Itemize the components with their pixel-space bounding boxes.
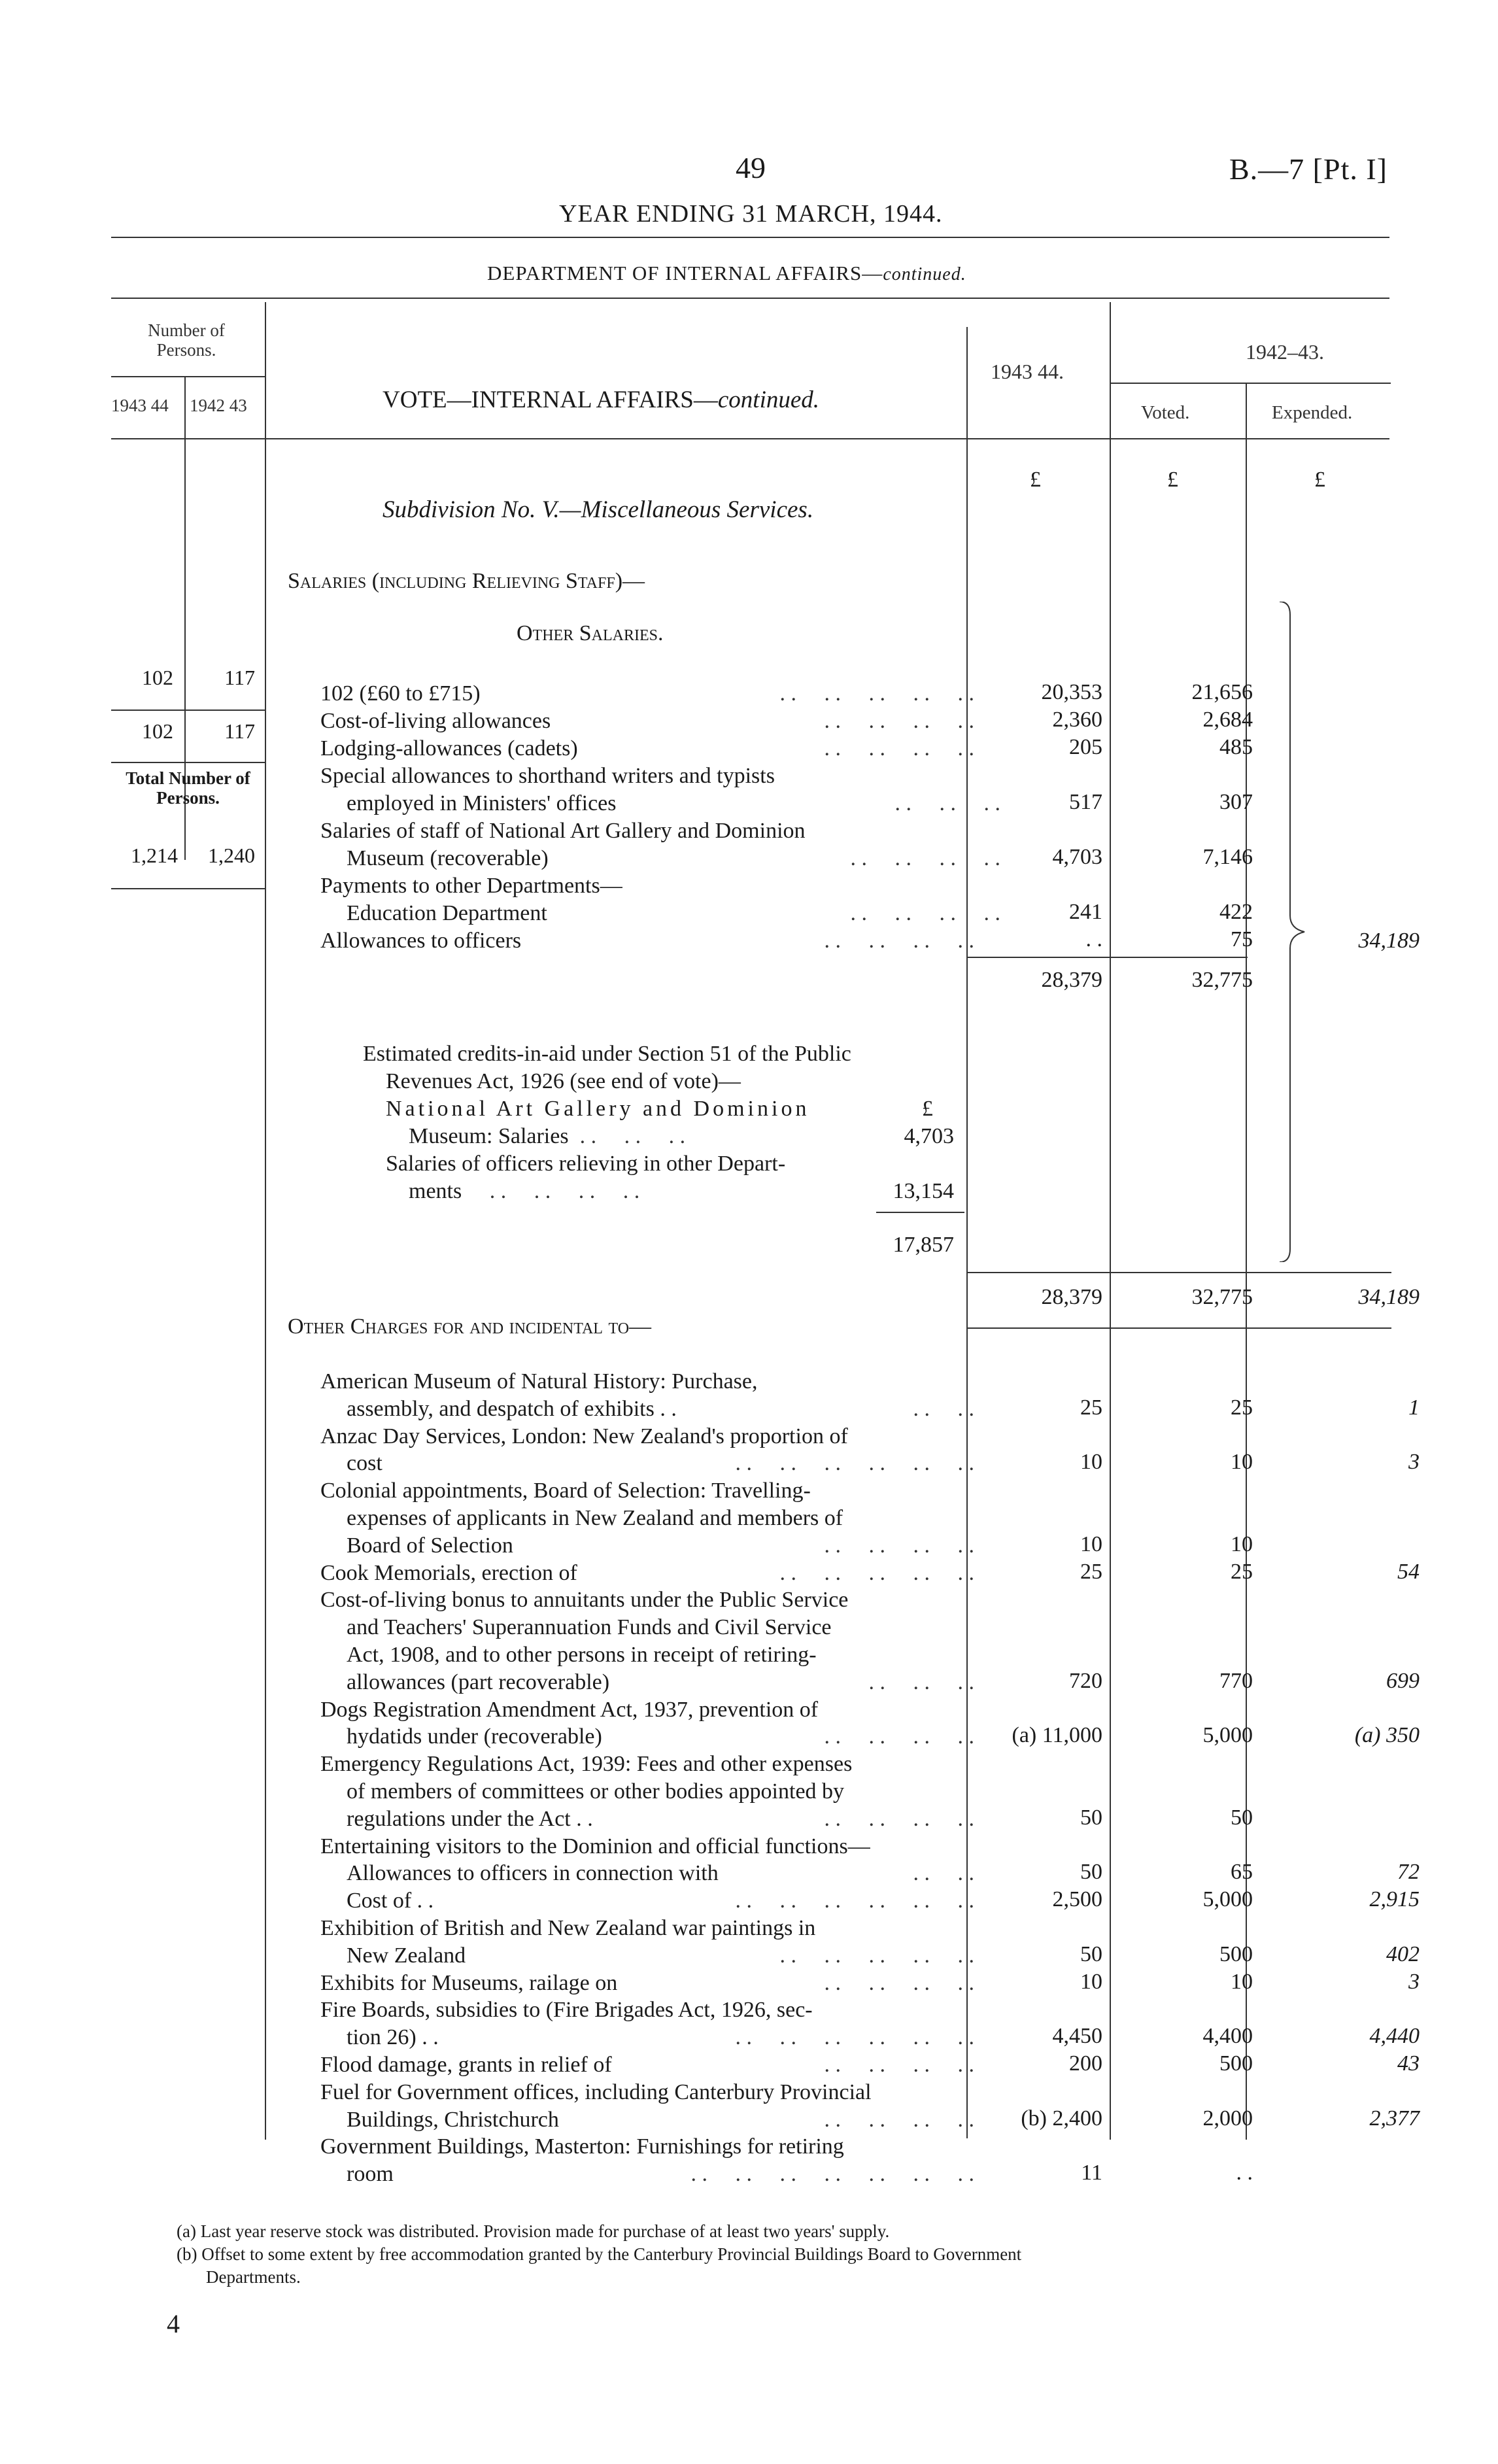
- charge-item-row: [347, 1505, 974, 1532]
- persons-rule-1: [111, 710, 265, 711]
- salaries-total-expended: 34,189: [1358, 1285, 1420, 1309]
- charge-amount-voted: . .: [1236, 2161, 1253, 2185]
- charge-amount-voted: 65: [1231, 1860, 1253, 1885]
- charge-item-row: [320, 2133, 974, 2161]
- credits-relieving: 13,154: [893, 1179, 954, 1203]
- charge-item-row: [320, 1915, 974, 1942]
- charge-amount-1943: 200: [1069, 2051, 1102, 2076]
- persons-1942-row1: 117: [224, 666, 255, 689]
- column-header-rule: [265, 438, 1389, 439]
- salary-amount-voted: 485: [1219, 735, 1253, 759]
- credits-line-5: Salaries of officers relieving in other Depart-: [386, 1152, 786, 1176]
- charge-item-row: [320, 1423, 974, 1450]
- charge-amount-1943: 10: [1080, 1531, 1102, 1556]
- header-rule: [111, 237, 1389, 238]
- charge-item-dots: . . . . . . . .: [824, 2107, 974, 2132]
- vote-name: VOTE—INTERNAL AFFAIRS—: [383, 386, 718, 413]
- page-number: 49: [736, 151, 766, 184]
- persons-1943-total: 1,214: [131, 844, 178, 867]
- other-charges-heading: Other Charges for and incidental to—: [288, 1314, 652, 1339]
- persons-separator: [265, 302, 266, 2140]
- charge-item-dots: . . . . . .: [868, 1669, 974, 1694]
- persons-rule-3: [111, 888, 265, 889]
- charge-amount-1943: 2,500: [1052, 1887, 1102, 1912]
- salary-amount-1943: 517: [1069, 790, 1102, 814]
- charge-item-label: Emergency Regulations Act, 1939: Fees and other expenses: [320, 1752, 853, 1777]
- col-voted-header: Voted.: [1141, 402, 1190, 423]
- charge-item-dots: . . . . . . . . . . . .: [735, 1889, 974, 1913]
- charge-item-row: [320, 1970, 974, 1997]
- charge-amount-voted: 770: [1219, 1668, 1253, 1693]
- credits-line-6: [409, 1179, 639, 1204]
- department-name: DEPARTMENT OF INTERNAL AFFAIRS—: [487, 262, 883, 284]
- charge-item-label: Allowances to officers in connection with: [347, 1861, 719, 1886]
- salary-item-label: Museum (recoverable): [347, 846, 549, 870]
- salary-item-label: Salaries of staff of National Art Gallery and Dominion: [320, 819, 806, 843]
- salaries-total-1943: 28,379: [1041, 1285, 1102, 1309]
- persons-1942-total: 1,240: [208, 844, 255, 867]
- salaries-subtotal-voted: 32,775: [1191, 968, 1253, 992]
- charge-item-label: expenses of applicants in New Zealand and members of: [347, 1506, 843, 1530]
- charge-amount-voted: 2,000: [1202, 2106, 1253, 2130]
- credits-line-6-dots: . . . . . . . .: [489, 1179, 640, 1203]
- persons-col-1943-header: 1943 44: [111, 396, 169, 415]
- charge-item-row: [320, 1368, 974, 1395]
- charge-item-row: [347, 1887, 974, 1915]
- salary-amount-voted: 75: [1231, 927, 1253, 951]
- charge-item-row: [347, 1532, 974, 1560]
- charge-amount-expended: 72: [1397, 1860, 1420, 1885]
- charge-item-label: Fuel for Government offices, including Canterbury Provincial: [320, 2079, 872, 2104]
- charge-item-label: Cost-of-living bonus to annuitants under the Public Service: [320, 1588, 849, 1613]
- charge-item-row: [347, 1669, 974, 1696]
- credits-line-3: National Art Gallery and Dominion: [386, 1097, 810, 1121]
- total-persons-label: Total Number of Persons.: [126, 768, 250, 808]
- charge-amount-1943: (a) 11,000: [1012, 1723, 1102, 1748]
- charge-item-row: [347, 1395, 974, 1423]
- charge-item-row: [320, 1696, 974, 1724]
- charge-amount-expended: 3: [1408, 1450, 1420, 1475]
- charge-item-dots: . . . .: [913, 1861, 974, 1886]
- charge-item-row: [347, 1723, 974, 1751]
- charge-item-label: assembly, and despatch of exhibits . .: [347, 1396, 677, 1421]
- salary-amount-1943: 4,703: [1052, 845, 1102, 869]
- credits-line-4: [409, 1124, 685, 1149]
- charge-item-dots: . . . .: [913, 1396, 974, 1421]
- currency-col2: £: [1167, 468, 1178, 492]
- charge-amount-voted: 10: [1231, 1969, 1253, 1994]
- charge-amount-1943: 50: [1080, 1805, 1102, 1830]
- charge-item-label: tion 26) . .: [347, 2025, 439, 2050]
- credits-total: 17,857: [893, 1233, 954, 1257]
- salaries-heading: Salaries (including Relieving Staff)—: [288, 569, 645, 593]
- charge-amount-1943: 25: [1080, 1395, 1102, 1420]
- salary-amount-1943: . .: [1085, 927, 1102, 951]
- salary-item-label: 102 (£60 to £715): [320, 681, 481, 706]
- salary-item-dots: . . . . . . . . . .: [779, 681, 974, 706]
- document-code: B.—7 [Pt. I]: [1229, 152, 1387, 186]
- salary-item-dots: . . . . . . . .: [824, 709, 974, 733]
- charge-item-row: [347, 1860, 974, 1887]
- currency-col3: £: [1314, 468, 1325, 492]
- charge-item-label: of members of committees or other bodies appointed by: [347, 1779, 845, 1804]
- charge-item-label: cost: [347, 1451, 383, 1476]
- salaries-expended: 34,189: [1358, 929, 1420, 953]
- charge-amount-voted: 25: [1231, 1395, 1253, 1420]
- charge-amount-voted: 50: [1231, 1805, 1253, 1830]
- salary-item-dots: . . . . . . . .: [824, 929, 974, 953]
- charge-amount-1943: 50: [1080, 1860, 1102, 1885]
- salary-item-label: Payments to other Departments—: [320, 874, 622, 898]
- salary-item-dots: . . . . . . . .: [824, 736, 974, 761]
- charge-item-row: [347, 1942, 974, 1970]
- credits-total-rule: [876, 1212, 964, 1213]
- charge-item-row: [347, 1450, 974, 1477]
- charge-amount-1943: 11: [1081, 2161, 1102, 2185]
- salary-item-label: Allowances to officers: [320, 929, 522, 953]
- col-expended-header: Expended.: [1272, 402, 1353, 423]
- credits-pound: £: [922, 1097, 933, 1121]
- charge-amount-expended: 2,915: [1369, 1887, 1420, 1912]
- salaries-total-bottom-rule: [966, 1327, 1391, 1329]
- persons-1942-row2: 117: [224, 719, 255, 743]
- salary-item-row: [320, 735, 974, 762]
- charge-item-label: and Teachers' Superannuation Funds and Civil Service: [347, 1615, 832, 1640]
- charge-item-label: Fire Boards, subsidies to (Fire Brigades Act, 1926, sec-: [320, 1998, 813, 2023]
- subdivision-title: Subdivision No. V.—Miscellaneous Services.: [383, 496, 814, 523]
- charge-item-label: American Museum of Natural History: Purchase,: [320, 1369, 758, 1394]
- charge-amount-voted: 25: [1231, 1559, 1253, 1584]
- charge-amount-voted: 500: [1219, 1942, 1253, 1966]
- department-title: [487, 262, 966, 285]
- salary-item-dots: . . . . . . . .: [850, 846, 1000, 870]
- charge-item-row: [320, 2051, 974, 2079]
- charge-item-label: Exhibits for Museums, railage on: [320, 1970, 618, 1995]
- charge-item-row: [347, 1778, 974, 1805]
- salary-item-dots: . . . . . .: [894, 791, 1000, 815]
- salary-amount-1943: 20,353: [1041, 680, 1102, 704]
- persons-rule-2: [111, 762, 265, 763]
- credits-line-4-label: Museum: Salaries: [409, 1124, 569, 1148]
- charge-amount-1943: 25: [1080, 1559, 1102, 1584]
- charge-item-row: [347, 2106, 974, 2134]
- charge-item-dots: . . . . . . . . . .: [779, 1560, 974, 1585]
- salary-item-dots: . . . . . . . .: [850, 901, 1000, 925]
- salary-item-row: [320, 708, 974, 735]
- charge-amount-voted: 10: [1231, 1531, 1253, 1556]
- salary-amount-voted: 7,146: [1202, 845, 1253, 869]
- vote-continued: continued.: [717, 386, 820, 413]
- salary-amount-voted: 2,684: [1202, 708, 1253, 732]
- charge-item-label: New Zealand: [347, 1943, 466, 1968]
- charge-amount-1943: 50: [1080, 1942, 1102, 1966]
- charge-item-dots: . . . . . . . .: [824, 1533, 974, 1558]
- currency-col1: £: [1030, 468, 1041, 492]
- charge-item-label: allowances (part recoverable): [347, 1669, 610, 1694]
- col-1942-43-header: 1942–43.: [1246, 340, 1324, 364]
- footnote-a: (a) Last year reserve stock was distributed. Provision made for purchase of at least two years' supply.: [177, 2221, 890, 2241]
- credits-line-6-label: ments: [409, 1179, 462, 1203]
- charge-amount-expended: 43: [1397, 2051, 1420, 2076]
- charge-amount-voted: 500: [1219, 2051, 1253, 2076]
- salaries-total-voted: 32,775: [1191, 1285, 1253, 1309]
- charge-amount-expended: 3: [1408, 1969, 1420, 1994]
- charge-item-label: regulations under the Act . .: [347, 1806, 593, 1831]
- charge-item-label: Cost of . .: [347, 1889, 434, 1913]
- charge-item-label: Board of Selection: [347, 1533, 513, 1558]
- salary-item-row: [320, 762, 974, 790]
- charge-item-row: [320, 1751, 974, 1778]
- table-top-rule: [111, 298, 1389, 299]
- charge-amount-expended: 4,440: [1369, 2024, 1420, 2049]
- persons-header-rule: [111, 376, 265, 377]
- charge-item-dots: . . . . . . . . . . . . . .: [690, 2162, 974, 2187]
- charge-item-label: Flood damage, grants in relief of: [320, 2053, 612, 2077]
- footnote-b-line2: Departments.: [206, 2267, 301, 2287]
- charge-item-label: Anzac Day Services, London: New Zealand's proportion of: [320, 1424, 848, 1448]
- charge-item-label: hydatids under (recoverable): [347, 1724, 602, 1749]
- charge-item-row: [320, 1833, 974, 1860]
- salary-item-row: [320, 927, 974, 955]
- charge-item-label: Dogs Registration Amendment Act, 1937, prevention of: [320, 1697, 819, 1722]
- salary-item-label: Lodging-allowances (cadets): [320, 736, 578, 761]
- amount-col2-left-rule: [1110, 302, 1111, 2140]
- salary-item-row: [320, 680, 974, 708]
- charge-item-row: [347, 1805, 974, 1833]
- charge-item-label: room: [347, 2162, 394, 2187]
- charge-amount-expended: 1: [1408, 1395, 1420, 1420]
- salaries-total-rule: [966, 1272, 1391, 1273]
- salaries-subtotal-1943: 28,379: [1041, 968, 1102, 992]
- salary-amount-1943: 205: [1069, 735, 1102, 759]
- vote-title: [383, 386, 819, 414]
- charge-item-dots: . . . . . . . . . .: [779, 1943, 974, 1968]
- persons-col-1942-header: 1942 43: [190, 396, 247, 415]
- charge-item-label: Entertaining visitors to the Dominion and official functions—: [320, 1834, 870, 1858]
- charge-amount-1943: 720: [1069, 1668, 1102, 1693]
- charge-amount-expended: 402: [1386, 1942, 1420, 1966]
- charge-amount-1943: 4,450: [1052, 2024, 1102, 2049]
- charge-amount-1943: 10: [1080, 1450, 1102, 1475]
- charge-item-row: [347, 2024, 974, 2051]
- charge-amount-1943: 10: [1080, 1969, 1102, 1994]
- salary-amount-1943: 2,360: [1052, 708, 1102, 732]
- charge-item-row: [320, 1586, 974, 1614]
- salary-amount-voted: 21,656: [1191, 680, 1253, 704]
- charge-amount-1943: (b) 2,400: [1021, 2106, 1102, 2130]
- charge-item-row: [320, 2079, 974, 2106]
- charge-amount-expended: 54: [1397, 1559, 1420, 1584]
- page-marker: 4: [167, 2309, 180, 2338]
- year-ending-title: YEAR ENDING 31 MARCH, 1944.: [559, 200, 943, 228]
- charge-amount-voted: 5,000: [1202, 1887, 1253, 1912]
- charge-item-dots: . . . . . . . . . . . .: [735, 1451, 974, 1476]
- charge-item-label: Buildings, Christchurch: [347, 2107, 559, 2132]
- charge-item-dots: . . . . . . . .: [824, 1970, 974, 1995]
- charge-item-row: [320, 1477, 974, 1505]
- credits-line-2: Revenues Act, 1926 (see end of vote)—: [386, 1069, 741, 1093]
- charge-amount-voted: 5,000: [1202, 1723, 1253, 1748]
- department-continued: continued.: [883, 264, 966, 284]
- credits-museum-salaries: 4,703: [904, 1124, 954, 1148]
- credits-line-4-dots: . . . . . .: [579, 1124, 686, 1148]
- salaries-subtotal-rule: [966, 957, 1248, 958]
- charge-item-dots: . . . . . . . . . . . .: [735, 2025, 974, 2050]
- charge-item-row: [347, 2161, 974, 2188]
- charge-amount-voted: 4,400: [1202, 2024, 1253, 2049]
- charge-item-label: Government Buildings, Masterton: Furnishings for retiring: [320, 2134, 844, 2159]
- voted-header-rule: [1110, 383, 1391, 384]
- salary-item-row: [347, 790, 1000, 817]
- charge-item-label: Colonial appointments, Board of Selection: Travelling-: [320, 1479, 811, 1503]
- charge-item-row: [320, 1996, 974, 2024]
- charge-item-dots: . . . . . . . .: [824, 1806, 974, 1831]
- number-of-persons-header: Number of Persons.: [148, 320, 225, 360]
- charge-item-row: [347, 1614, 974, 1641]
- salary-item-label: employed in Ministers' offices: [347, 791, 617, 815]
- salary-item-label: Cost-of-living allowances: [320, 709, 551, 733]
- salary-item-row: [320, 872, 974, 900]
- charge-item-dots: . . . . . . . .: [824, 1724, 974, 1749]
- salary-item-label: Special allowances to shorthand writers and typists: [320, 764, 775, 788]
- charge-item-label: Cook Memorials, erection of: [320, 1560, 577, 1585]
- col-1943-44-header: 1943 44.: [991, 360, 1064, 383]
- salary-amount-voted: 422: [1219, 900, 1253, 924]
- persons-1943-row2: 102: [142, 719, 173, 743]
- persons-1943-row1: 102: [142, 666, 173, 689]
- charge-item-dots: . . . . . . . .: [824, 2053, 974, 2077]
- salary-item-row: [347, 845, 1000, 872]
- charge-item-label: Act, 1908, and to other persons in receipt of retiring-: [347, 1643, 817, 1667]
- charge-amount-expended: (a) 350: [1354, 1723, 1420, 1748]
- charge-item-label: Exhibition of British and New Zealand war paintings in: [320, 1916, 816, 1940]
- credits-line-1: Estimated credits-in-aid under Section 51 of the Public: [363, 1042, 851, 1066]
- charge-amount-voted: 10: [1231, 1450, 1253, 1475]
- salaries-brace: [1278, 602, 1308, 1262]
- persons-sub-rule: [111, 438, 265, 439]
- salary-item-row: [320, 817, 974, 845]
- charge-item-row: [320, 1560, 974, 1587]
- salary-item-row: [347, 900, 1000, 927]
- charge-item-row: [347, 1641, 974, 1669]
- salary-amount-1943: 241: [1069, 900, 1102, 924]
- salary-item-label: Education Department: [347, 901, 547, 925]
- footnote-b-line1: (b) Offset to some extent by free accommodation granted by the Canterbury Provincial Buildings Board to Government: [177, 2244, 1022, 2264]
- charge-amount-expended: 699: [1386, 1668, 1420, 1693]
- other-salaries-heading: Other Salaries.: [517, 621, 664, 645]
- salary-amount-voted: 307: [1219, 790, 1253, 814]
- charge-amount-expended: 2,377: [1369, 2106, 1420, 2130]
